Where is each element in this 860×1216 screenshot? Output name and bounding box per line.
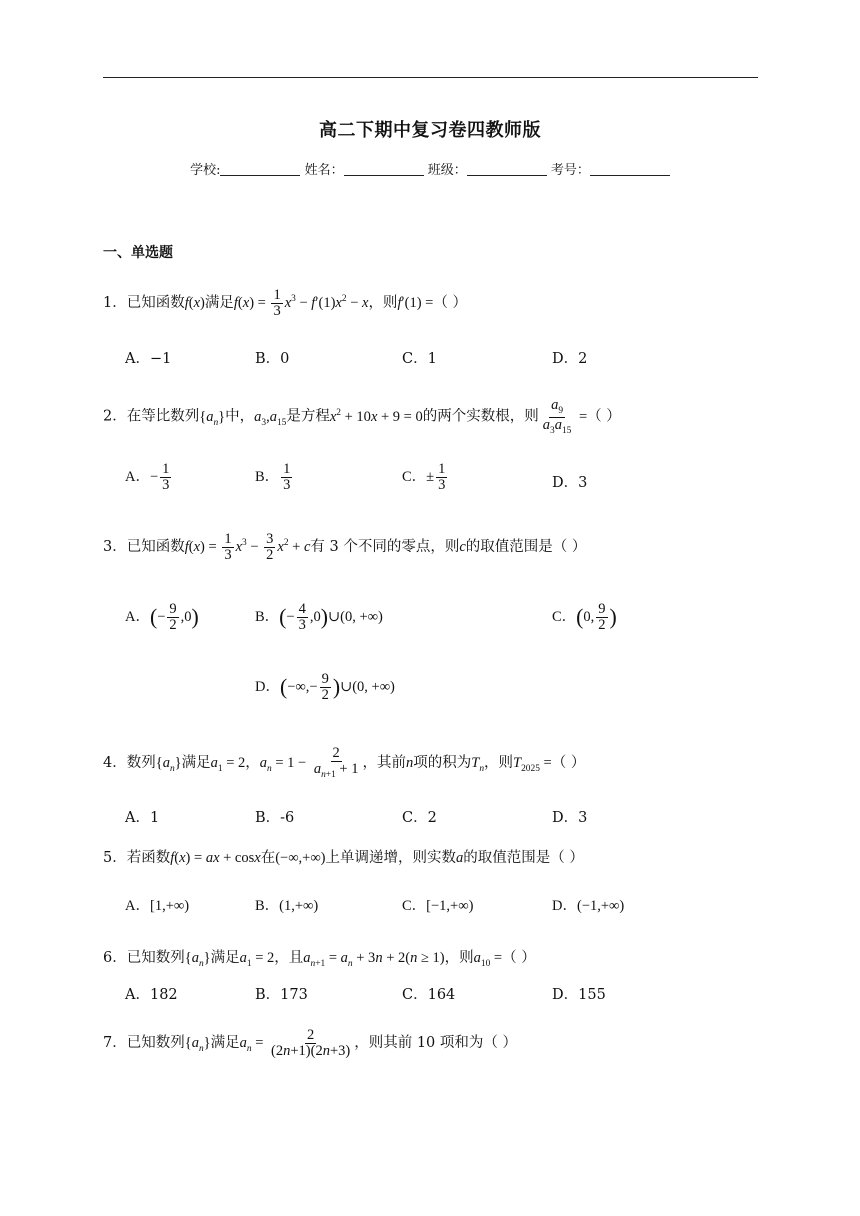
question-text: 满足: [210, 950, 240, 966]
question-number: 5．: [103, 850, 127, 866]
question-text: 是方程: [286, 408, 330, 425]
formula: $a_1 = 2$: [239, 950, 275, 969]
formula: $\{a_n\}$: [155, 754, 182, 774]
formula: $\frac{a_9}{a_3a_{15}}$ =: [542, 397, 588, 436]
formula: $a_n$ = $\frac{2}{(2n+1)(2n+3)}$: [239, 1027, 351, 1060]
answer-bracket: （ ）: [551, 754, 586, 771]
school-label: 学校:: [190, 163, 221, 178]
answer-bracket: （ ）: [433, 295, 467, 312]
question-1: [103, 288, 467, 319]
option-b[interactable]: B． $\frac{1}{3}$: [255, 461, 291, 494]
question-text: 在: [260, 850, 276, 866]
formula: f(x) = $\frac{1}{3}$ $x^3$ − $\frac{3}{2}$ $x^2 + c$: [184, 531, 311, 564]
question-text: ，则: [368, 295, 398, 312]
formula: $\{a_n\}$: [184, 950, 211, 969]
question-text: 满足: [210, 1035, 240, 1052]
option-a[interactable]: A．182: [125, 987, 178, 1003]
option-c[interactable]: C．(0, $\frac{9}{2}$ ): [552, 601, 617, 634]
question-text: 若函数: [126, 850, 171, 866]
question-text: 的取值范围是（ ）: [463, 850, 584, 866]
option-a[interactable]: A．(− $\frac{9}{2}$ ,0): [125, 601, 199, 634]
option-c[interactable]: C．± $\frac{1}{3}$: [402, 461, 446, 494]
question-text: ，其前: [362, 754, 406, 771]
option-d[interactable]: D．3: [552, 810, 588, 826]
question-3: [103, 532, 586, 563]
question-text: 上单调递增，则实数: [325, 850, 457, 866]
class-label: 班级：: [427, 163, 467, 178]
exam-no-blank[interactable]: [590, 162, 670, 176]
formula: n: [405, 754, 414, 771]
formula: c: [459, 539, 466, 556]
option-b[interactable]: B．(− $\frac{4}{3}$ ,0)∪(0, +∞): [255, 601, 383, 634]
question-number: 6．: [103, 950, 127, 966]
formula: (−∞,+∞): [275, 850, 326, 866]
class-blank[interactable]: [467, 162, 547, 176]
formula: $\{a_n\}$: [199, 408, 226, 428]
option-a[interactable]: A．1: [125, 810, 160, 826]
formula: $a_{10}$ =: [473, 950, 503, 969]
question-text: ，则其前 10 项和为（ ）: [354, 1035, 517, 1052]
formula: f(x) = ax + cosx: [170, 850, 261, 866]
option-b[interactable]: B．0: [255, 351, 290, 367]
question-text: 满足: [181, 754, 211, 771]
option-d[interactable]: D．(−∞,− $\frac{9}{2}$ )∪(0, +∞): [255, 671, 395, 704]
question-text: 有 3 个不同的零点，则: [310, 539, 460, 556]
formula: $a_{n+1} = a_n + 3n + 2(n \ge 1)$: [303, 950, 445, 969]
question-number: 4．: [103, 754, 127, 771]
question-number: 7．: [103, 1035, 127, 1052]
formula: a: [456, 850, 464, 866]
question-text: 满足: [204, 295, 234, 312]
option-d[interactable]: D．2: [552, 351, 588, 367]
option-c[interactable]: C．1: [402, 351, 437, 367]
answer-bracket: （ ）: [502, 950, 536, 966]
formula: $\{a_n\}$: [184, 1035, 211, 1054]
answer-bracket: （ ）: [587, 408, 621, 425]
question-text: ，且: [274, 950, 304, 966]
page-title: 高二下期中复习卷四教师版: [319, 120, 541, 141]
question-text: ，则: [444, 950, 474, 966]
question-number: 3．: [103, 539, 127, 556]
formula: $x^2 + 10x + 9 = 0$: [329, 407, 423, 425]
question-2: [103, 398, 621, 437]
formula: $T_{2025}$ =: [513, 754, 552, 774]
option-d[interactable]: D．155: [552, 987, 606, 1003]
question-text: ，则: [484, 754, 514, 771]
option-b[interactable]: B．-6: [255, 810, 295, 826]
question-text: 已知数列: [126, 1035, 185, 1052]
section-title: 一、单选题: [103, 245, 173, 261]
formula: $a_3,a_{15}$: [254, 408, 287, 428]
formula: $a_n = 1$ − $\frac{2}{a_{n+1} + 1}$: [259, 745, 359, 781]
question-5: [103, 846, 584, 867]
name-blank[interactable]: [344, 162, 424, 176]
formula: f′(1) =: [397, 295, 434, 312]
question-4: [103, 746, 585, 781]
option-c[interactable]: C．2: [402, 810, 437, 826]
question-text: 已知函数: [126, 295, 185, 312]
question-text: 的取值范围是（ ）: [465, 539, 587, 556]
top-rule: [103, 77, 758, 78]
option-b[interactable]: B．(1,+∞): [255, 898, 319, 914]
option-b[interactable]: B．173: [255, 987, 308, 1003]
question-7: [103, 1028, 517, 1059]
question-6: [103, 946, 536, 969]
formula: $a_1 = 2$: [210, 754, 246, 774]
school-blank[interactable]: [220, 162, 300, 176]
question-text: 数列: [126, 754, 156, 771]
exam-no-label: 考号：: [550, 163, 590, 178]
question-text: 项的积为: [413, 754, 472, 771]
option-a[interactable]: A．−1: [125, 351, 172, 367]
question-text: ，: [245, 754, 260, 771]
formula: f(x) = $\frac{1}{3}$ $x^3 - f'(1)x^2 - x$: [233, 287, 369, 320]
name-label: 姓名：: [304, 163, 344, 178]
question-number: 2．: [103, 408, 127, 425]
option-d[interactable]: D．(−1,+∞): [552, 898, 625, 914]
question-number: 1．: [103, 295, 127, 312]
student-info-line: [0, 159, 860, 178]
question-text: 的两个实数根，则: [422, 408, 539, 425]
option-d[interactable]: D．3: [552, 475, 588, 491]
question-text: 中，: [225, 408, 255, 425]
question-text: 已知函数: [126, 539, 185, 556]
question-text: 在等比数列: [126, 408, 200, 425]
formula: $T_n$: [471, 754, 485, 774]
option-a[interactable]: A．[1,+∞): [125, 898, 190, 914]
question-text: 已知数列: [126, 950, 185, 966]
option-a[interactable]: A．− $\frac{1}{3}$: [125, 461, 170, 494]
option-c[interactable]: C．[−1,+∞): [402, 898, 474, 914]
option-c[interactable]: C．164: [402, 987, 456, 1003]
formula: f(x): [184, 295, 205, 312]
